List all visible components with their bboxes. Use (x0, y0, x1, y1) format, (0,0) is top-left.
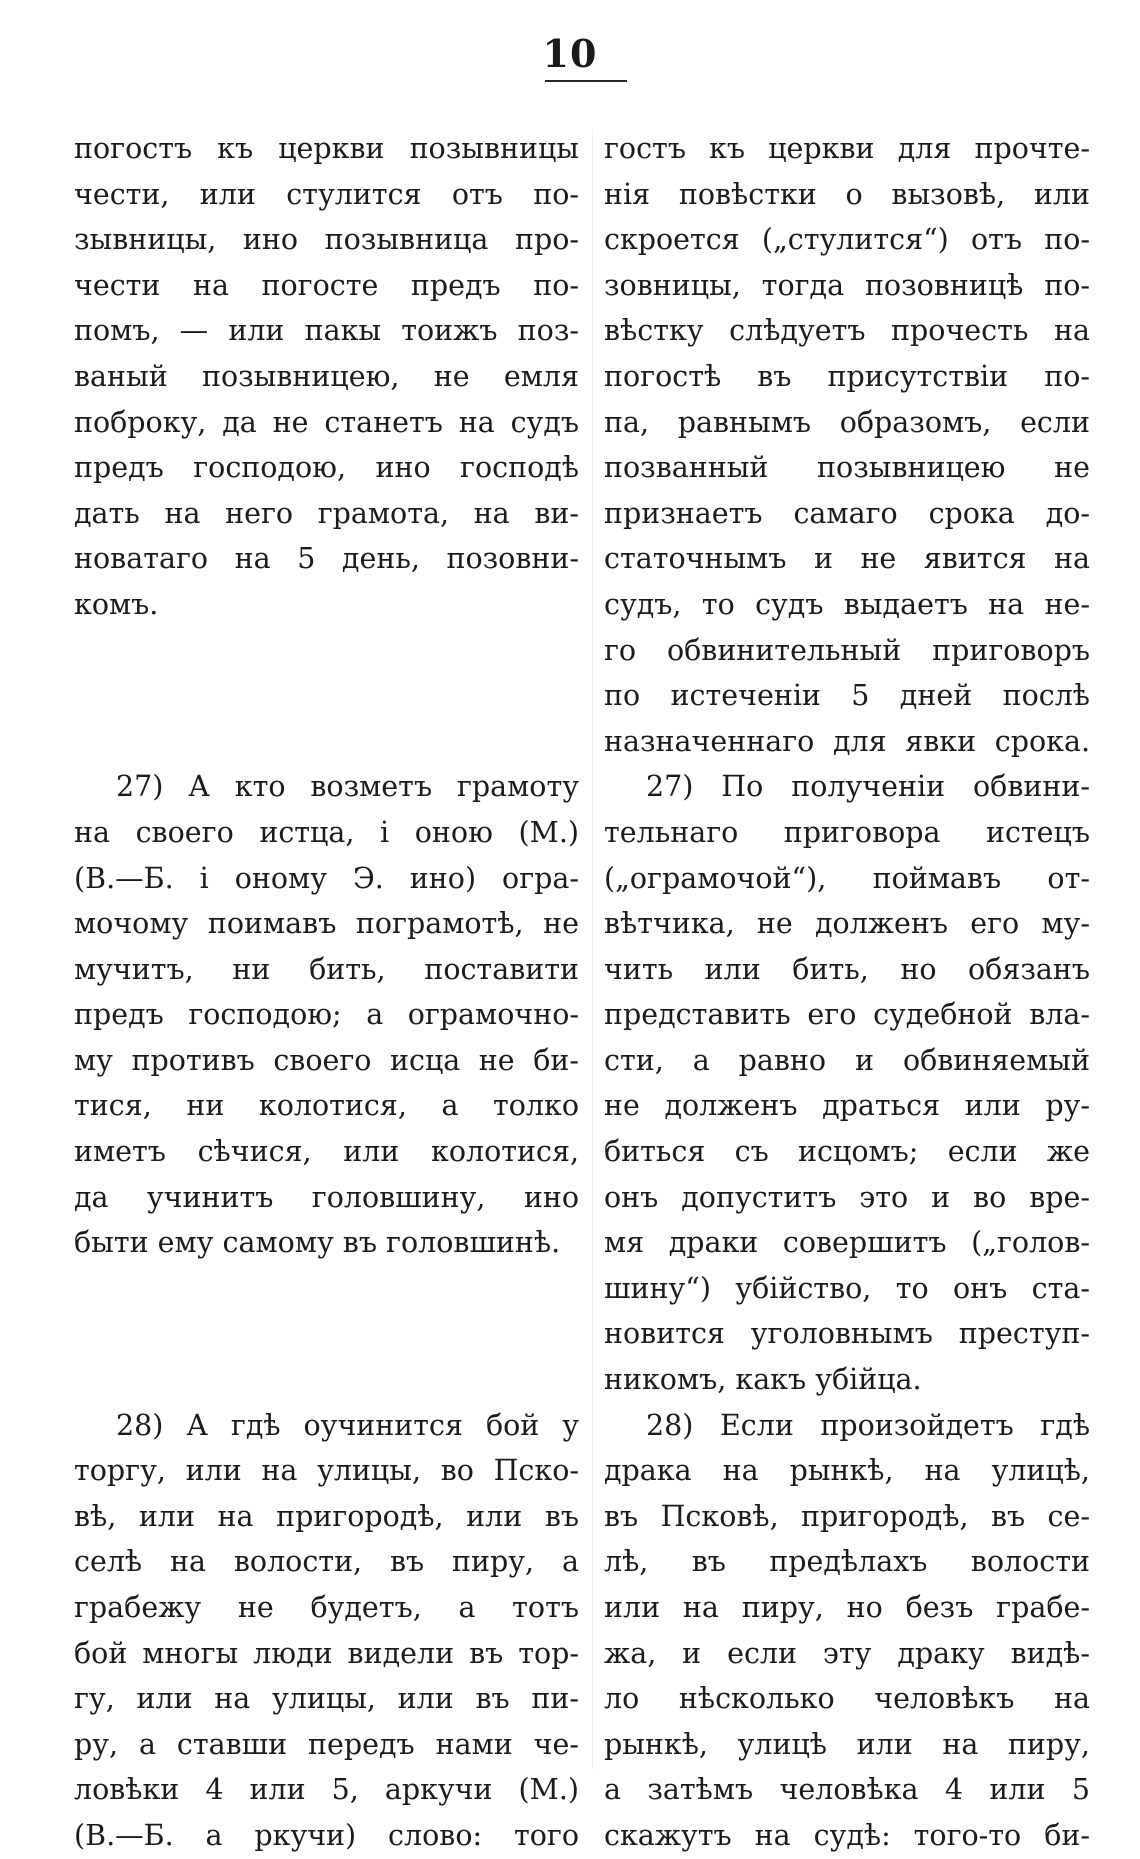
text-line: чести на погосте предъ по- (74, 268, 579, 302)
text-line: назначеннаго для явки срока. (604, 724, 1090, 758)
text-line: го обвинительный приговоръ (604, 633, 1090, 667)
text-line: тися, ни колотися, а толко (74, 1089, 579, 1123)
text-line: помъ, — или пакы тоижъ поз- (74, 314, 579, 348)
bleed-through-shadow (74, 1357, 579, 1403)
text-line: мочому поимавъ пограмотѣ, не (74, 907, 579, 941)
text-line: предъ господою; а ограмочно- (74, 998, 579, 1032)
left-column-original-text (74, 126, 579, 1859)
text-line: новится уголовнымъ преступ- (604, 1317, 1090, 1351)
bleed-through-shadow (74, 628, 579, 674)
text-line: ло нѣсколько человѣкъ на (604, 1682, 1090, 1716)
text-line: зывницы, ино позывница про- (74, 223, 579, 257)
text-line: па, равнымъ образомъ, если (604, 405, 1090, 439)
text-line: поброку, да не станетъ на судъ (74, 405, 579, 439)
text-line: судъ, то судъ выдаетъ на не- (604, 587, 1090, 621)
text-line: („ограмочой“), поймавъ от- (604, 861, 1090, 895)
text-line: селѣ на волости, въ пиру, а (74, 1545, 579, 1579)
text-line: чить или бить, но обязанъ (604, 952, 1090, 986)
bleed-through-shadow (74, 1311, 579, 1357)
text-line: погостъ къ церкви позывницы (74, 132, 579, 165)
text-line: вѣтчика, не долженъ его му- (604, 907, 1090, 941)
text-line: вѣ, или на пригородѣ, или въ (74, 1499, 579, 1533)
text-line: комъ. (74, 587, 159, 621)
text-line: сти, а равно и обвиняемый (604, 1043, 1090, 1077)
text-line: позванный позывницею не (604, 451, 1090, 485)
text-line: гостъ къ церкви для прочте- (604, 132, 1090, 165)
text-line: мучитъ, ни бить, поставити (74, 952, 579, 986)
text-line: чести, или стулится отъ по- (74, 177, 579, 211)
text-line: дать на него грамота, на ви- (74, 496, 579, 530)
text-line: предъ господою, ино господѣ (74, 451, 579, 485)
text-line: лѣ, въ предѣлахъ волости (604, 1545, 1090, 1579)
page-number-underline (545, 80, 627, 82)
text-line: 28) А гдѣ оучинится бой у (116, 1408, 579, 1442)
text-line: му противъ своего исца не би- (74, 1043, 579, 1077)
column-gutter (592, 130, 593, 1770)
text-line: грабежу не будетъ, а тотъ (74, 1591, 579, 1624)
text-line: скажутъ на судѣ: того-то би- (604, 1818, 1090, 1852)
text-line: рынкѣ, улицѣ или на пиру, (604, 1727, 1090, 1761)
text-line: тельнаго приговора истецъ (604, 815, 1090, 849)
text-line: а затѣмъ человѣка 4 или 5 (604, 1773, 1090, 1807)
text-line: по истеченіи 5 дней послѣ (604, 679, 1090, 713)
text-line: гу, или на улицы, или въ пи- (74, 1682, 579, 1716)
text-line: (В.—Б. а ркучи) слово: того (74, 1818, 579, 1852)
right-column-translation-text (604, 126, 1090, 1859)
text-line: въ Псковѣ, пригородѣ, въ се- (604, 1499, 1090, 1533)
text-line: онъ допуститъ это и во вре- (604, 1180, 1090, 1214)
text-line: биться съ исцомъ; если же (604, 1135, 1090, 1169)
text-line: вѣстку слѣдуетъ прочесть на (604, 314, 1090, 348)
text-line: драка на рынкѣ, на улицѣ, (604, 1454, 1090, 1488)
text-line: 28) Если произойдетъ гдѣ (646, 1408, 1090, 1442)
text-line: быти ему самому въ головшинѣ. (74, 1226, 561, 1260)
text-line: торгу, или на улицы, во Пско- (74, 1454, 579, 1488)
text-line: жа, и если эту драку видѣ- (604, 1636, 1090, 1670)
text-line: новатаго на 5 день, позовни- (74, 542, 579, 576)
text-line: ру, а ставши передъ нами че- (74, 1727, 579, 1761)
bleed-through-shadow (74, 719, 579, 765)
text-line: никомъ, какъ убійца. (604, 1363, 922, 1397)
text-line: погостѣ въ присутствіи по- (604, 359, 1090, 393)
text-line: не долженъ драться или ру- (604, 1089, 1090, 1123)
text-line: 27) А кто возметъ грамоту (116, 770, 579, 804)
text-line: на своего истца, і оною (М.) (74, 815, 579, 849)
text-line: да учинитъ головшину, ино (74, 1180, 579, 1214)
text-line: (В.—Б. і оному Э. ино) огра- (74, 861, 579, 895)
text-line: или на пиру, но безъ грабе- (604, 1591, 1090, 1624)
text-line: 27) По полученіи обвини- (646, 770, 1090, 804)
text-line: признаетъ самаго срока до- (604, 496, 1090, 530)
text-line: шину“) убійство, то онъ ста- (604, 1271, 1090, 1305)
text-line: нія повѣстки о вызовѣ, или (604, 177, 1090, 211)
text-line: бой многы люди видели въ тор- (74, 1636, 579, 1670)
page-number: 10 (542, 31, 598, 76)
text-line: статочнымъ и не явится на (604, 542, 1090, 576)
bleed-through-shadow (74, 673, 579, 719)
text-line: скроется („стулится“) отъ по- (604, 223, 1090, 257)
text-line: мя драки совершитъ („голов- (604, 1226, 1090, 1260)
text-line: иметъ сѣчися, или колотися, (74, 1135, 579, 1169)
text-line: представить его судебной вла- (604, 998, 1090, 1032)
text-line: ловѣки 4 или 5, аркучи (М.) (74, 1773, 579, 1807)
bleed-through-shadow (74, 1266, 579, 1312)
text-line: ваный позывницею, не емля (74, 359, 579, 393)
text-line: зовницы, тогда позовницѣ по- (604, 268, 1090, 302)
